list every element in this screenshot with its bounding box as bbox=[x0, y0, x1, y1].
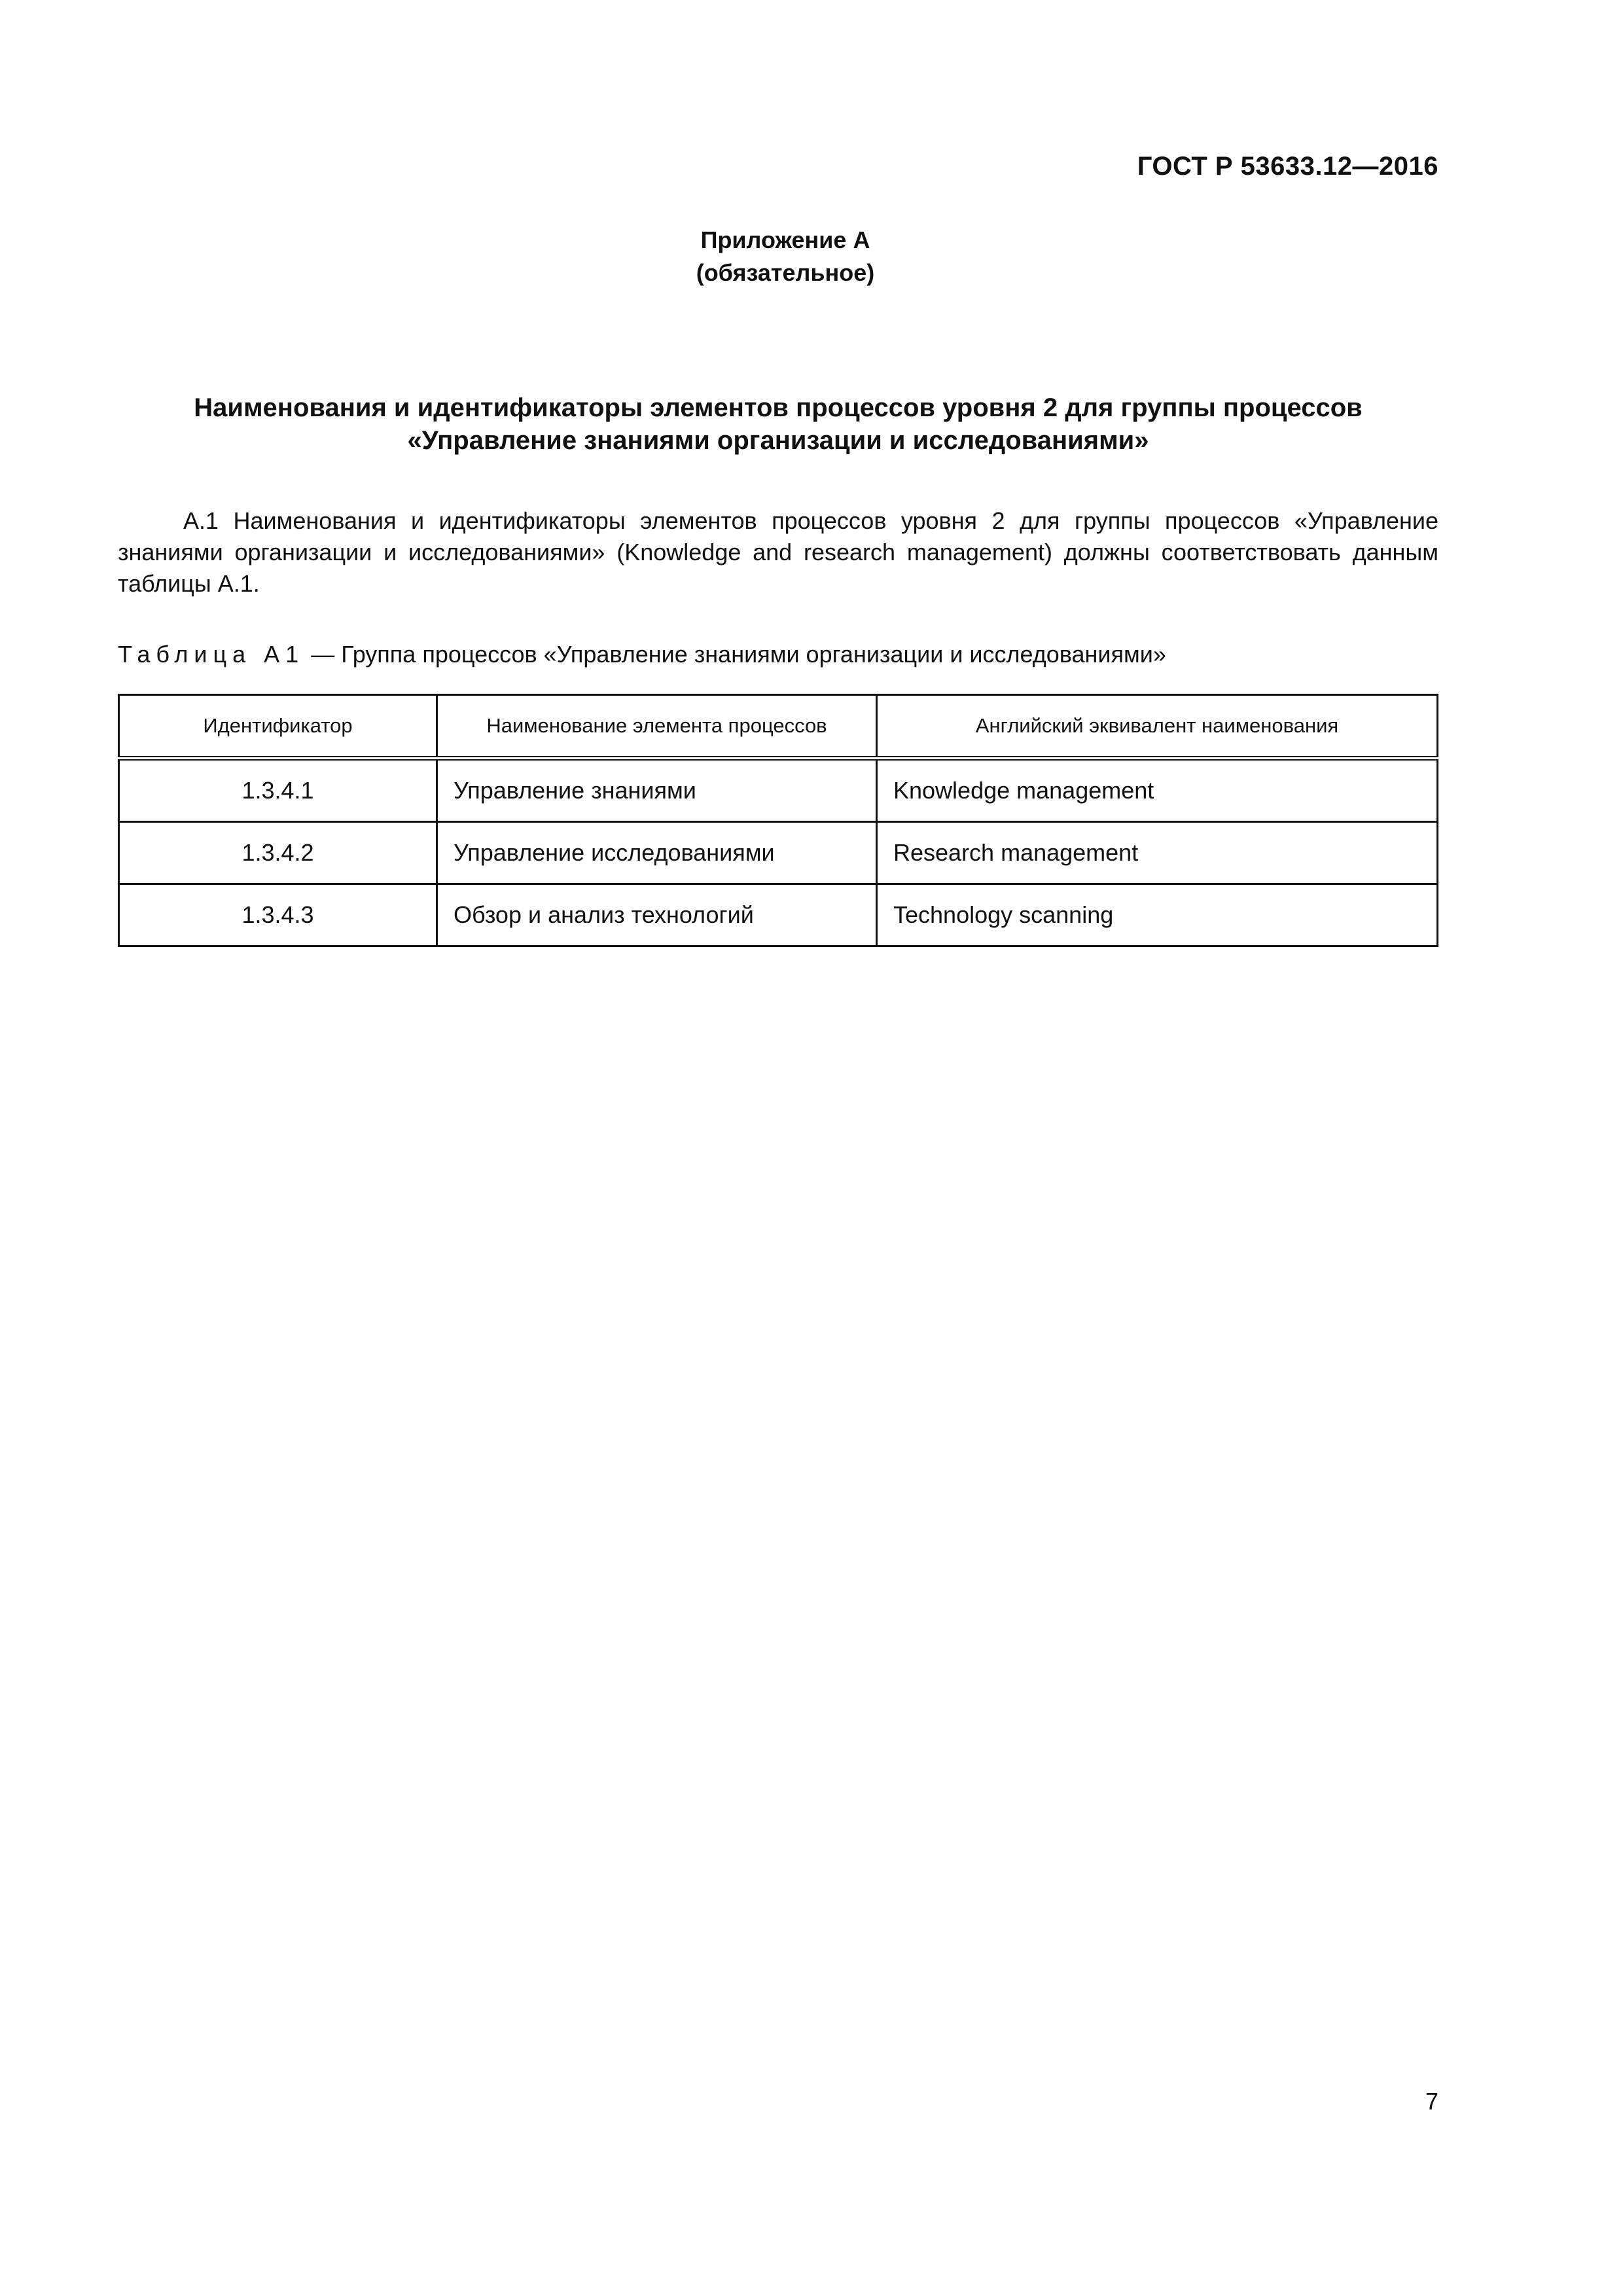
table-caption-label: Таблица А1 bbox=[118, 641, 305, 668]
cell-identifier: 1.3.4.1 bbox=[119, 759, 437, 822]
body-paragraph: А.1 Наименования и идентификаторы элементов процессов уровня 2 для группы процессов «Управление знаниями организации и исследованиями» (Knowledge and research management) должны соответствовать данным таблицы А.1. bbox=[118, 507, 1438, 597]
column-header-name: Наименование элемента процессов bbox=[437, 695, 877, 759]
column-header-english: Английский эквивалент наименования bbox=[877, 695, 1438, 759]
appendix-status: (обязательное) bbox=[696, 259, 875, 286]
table-caption-text: Группа процессов «Управление знаниями организации и исследованиями» bbox=[341, 641, 1166, 668]
process-elements-table bbox=[118, 694, 1438, 947]
cell-identifier: 1.3.4.2 bbox=[119, 822, 437, 884]
table-caption-dash: — bbox=[311, 641, 335, 668]
column-header-identifier: Идентификатор bbox=[119, 695, 437, 759]
appendix-title: Приложение А bbox=[700, 226, 870, 253]
cell-english: Technology scanning bbox=[877, 884, 1438, 946]
cell-name: Управление исследованиями bbox=[437, 822, 877, 884]
section-title bbox=[118, 391, 1438, 457]
page-number: 7 bbox=[1425, 2088, 1438, 2115]
table-row bbox=[119, 759, 1438, 822]
cell-english: Knowledge management bbox=[877, 759, 1438, 822]
cell-identifier: 1.3.4.3 bbox=[119, 884, 437, 946]
document-code: ГОСТ Р 53633.12—2016 bbox=[1137, 152, 1438, 181]
table-caption bbox=[118, 639, 1438, 670]
cell-name: Управление знаниями bbox=[437, 759, 877, 822]
section-title-line-1: Наименования и идентификаторы элементов процессов уровня 2 для группы процессов bbox=[194, 393, 1363, 422]
cell-english: Research management bbox=[877, 822, 1438, 884]
table-row bbox=[119, 822, 1438, 884]
table-row bbox=[119, 884, 1438, 946]
appendix-heading bbox=[0, 224, 1571, 289]
cell-name: Обзор и анализ технологий bbox=[437, 884, 877, 946]
table-header-row bbox=[119, 695, 1438, 759]
section-title-line-2: «Управление знаниями организации и исследованиями» bbox=[407, 426, 1149, 455]
